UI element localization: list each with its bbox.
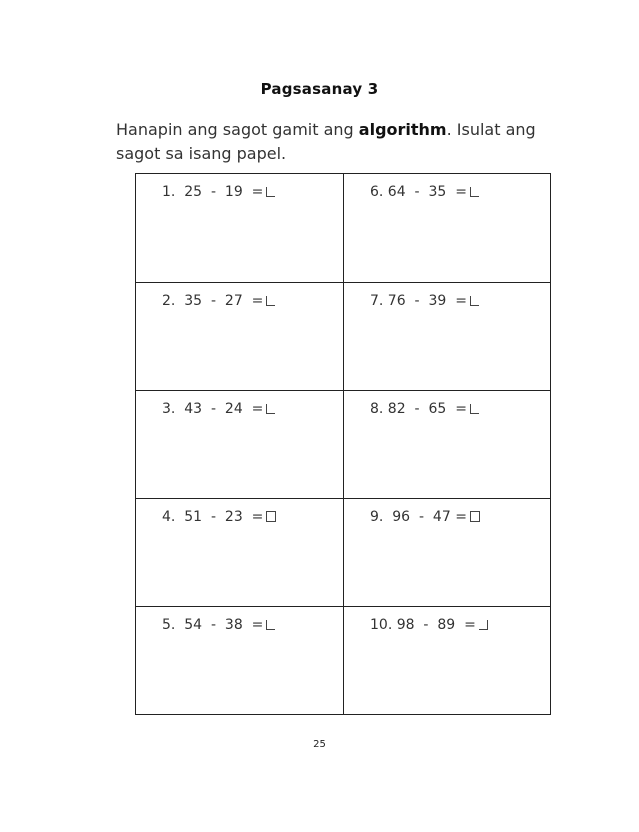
- problem-grid: [135, 173, 551, 715]
- problem-cell: [344, 174, 550, 283]
- problem-text: 5. 54 - 38 =: [162, 617, 275, 633]
- problem-cell: [344, 499, 550, 607]
- problem-text: 8. 82 - 65 =: [370, 401, 479, 417]
- problem-cell: [344, 607, 550, 714]
- answer-box: [470, 404, 479, 414]
- problem-cell: [136, 174, 344, 283]
- problem-cell: [136, 283, 344, 391]
- instructions-text-end: . Isulat ang sagot sa isang papel.: [116, 120, 536, 163]
- problem-cell: [136, 499, 344, 607]
- problem-cell: [344, 391, 550, 499]
- problem-text: 9. 96 - 47 =: [370, 509, 480, 525]
- problem-text: 6. 64 - 35 =: [370, 184, 479, 200]
- answer-box: [470, 511, 480, 522]
- problem-text: 10. 98 - 89 =: [370, 617, 488, 633]
- answer-box: [470, 296, 479, 306]
- answer-box: [266, 620, 275, 630]
- instructions-text-start: Hanapin ang sagot gamit ang: [116, 120, 359, 139]
- problem-text: 7. 76 - 39 =: [370, 293, 479, 309]
- problem-text: 3. 43 - 24 =: [162, 401, 275, 417]
- answer-box: [266, 511, 276, 522]
- problem-text: 2. 35 - 27 =: [162, 293, 275, 309]
- answer-box: [479, 620, 488, 630]
- instructions-keyword: algorithm: [358, 120, 447, 139]
- problem-cell: [136, 607, 344, 714]
- answer-box: [470, 187, 479, 197]
- problem-text: 4. 51 - 23 =: [162, 509, 276, 525]
- worksheet-title: Pagsasanay 3: [260, 80, 379, 98]
- instructions: [116, 118, 556, 166]
- answer-box: [266, 296, 275, 306]
- answer-box: [266, 404, 275, 414]
- page-number: 25: [313, 739, 326, 750]
- answer-box: [266, 187, 275, 197]
- problem-text: 1. 25 - 19 =: [162, 184, 275, 200]
- problem-cell: [344, 283, 550, 391]
- problem-cell: [136, 391, 344, 499]
